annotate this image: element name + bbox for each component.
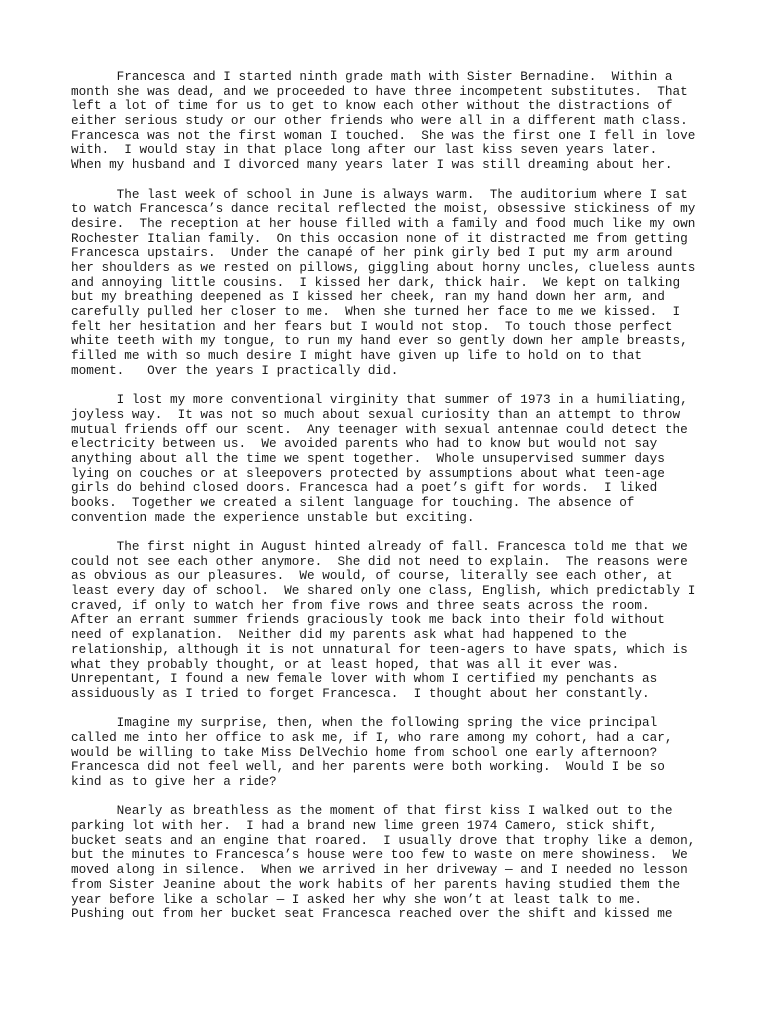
text-line: moved along in silence. When we arrived in her driveway — and I needed no lesson bbox=[71, 862, 688, 878]
text-line: felt her hesitation and her fears but I would not stop. To touch those perfect bbox=[71, 318, 673, 334]
text-line: anything about all the time we spent together. Whole unsupervised summer days bbox=[71, 450, 665, 466]
text-line: carefully pulled her closer to me. When she turned her face to me we kissed. I bbox=[71, 304, 681, 319]
text-line: Francesca and I started ninth grade math with Sister Bernadine. Within a bbox=[71, 69, 673, 84]
text-line: as obvious as our pleasures. We would, of course, literally see each other, at bbox=[71, 568, 673, 584]
text-line: her shoulders as we rested on pillows, giggling about horny uncles, clueless aunts bbox=[71, 259, 696, 275]
text-line: joyless way. It was not so much about sexual curiosity than an attempt to throw bbox=[71, 406, 681, 422]
text-line: need of explanation. Neither did my parents ask what had happened to the bbox=[71, 627, 627, 643]
text-line: Francesca was not the first woman I touched. She was the first one I fell in love bbox=[71, 127, 696, 143]
text-line: lying on couches or at sleepovers protected by assumptions about what teen-age bbox=[71, 465, 665, 481]
text-line: left a lot of time for us to get to know each other without the distractions of bbox=[71, 98, 673, 114]
text-line: year before like a scholar — I asked her why she won’t at least talk to me. bbox=[71, 891, 643, 907]
text-line: Francesca upstairs. Under the canapé of her pink girly bed I put my arm around bbox=[71, 245, 673, 261]
text-line: Rochester Italian family. On this occasion none of it distracted me from getting bbox=[71, 230, 688, 246]
text-line: Imagine my surprise, then, when the following spring the vice principal bbox=[71, 715, 658, 731]
text-line: desire. The reception at her house filled with a family and food much like my own bbox=[71, 215, 696, 231]
text-line: Nearly as breathless as the moment of that first kiss I walked out to the bbox=[71, 803, 673, 819]
text-line: Pushing out from her bucket seat Francesca reached over the shift and kissed me bbox=[71, 906, 673, 922]
text-line: Francesca did not feel well, and her parents were both working. Would I be so bbox=[71, 759, 665, 775]
text-line: would be willing to take Miss DelVechio home from school one early afternoon? bbox=[71, 744, 658, 760]
text-line: After an errant summer friends graciously took me back into their fold without bbox=[71, 612, 665, 628]
text-line: moment. Over the years I practically did. bbox=[71, 362, 399, 378]
text-line: to watch Francesca’s dance recital reflected the moist, obsessive stickiness of my bbox=[71, 201, 696, 217]
text-line: convention made the experience unstable but exciting. bbox=[71, 509, 475, 525]
text-line: called me into her office to ask me, if I, who rare among my cohort, had a car, bbox=[71, 729, 673, 745]
document-body bbox=[71, 70, 711, 937]
text-line: The last week of school in June is always warm. The auditorium where I sat bbox=[71, 186, 688, 202]
text-line: kind as to give her a ride? bbox=[71, 774, 277, 789]
paragraph bbox=[71, 188, 711, 379]
text-line: with. I would stay in that place long after our last kiss seven years later. bbox=[71, 142, 658, 158]
text-line: what they probably thought, or at least hoped, that was all it ever was. bbox=[71, 656, 620, 672]
text-line: When my husband and I divorced many years later I was still dreaming about her. bbox=[71, 157, 673, 173]
text-line: but the minutes to Francesca’s house were too few to waste on mere showiness. We bbox=[71, 847, 688, 863]
text-line: from Sister Jeanine about the work habits of her parents having studied them the bbox=[71, 876, 681, 892]
paragraph bbox=[71, 393, 711, 525]
text-line: could not see each other anymore. She did not need to explain. The reasons were bbox=[71, 553, 688, 569]
text-line: parking lot with her. I had a brand new lime green 1974 Camero, stick shift, bbox=[71, 818, 658, 834]
text-line: mutual friends off our scent. Any teenager with sexual antennae could detect the bbox=[71, 421, 688, 437]
text-line: electricity between us. We avoided parents who had to know but would not say bbox=[71, 436, 658, 452]
text-line: assiduously as I tried to forget Francesca. I thought about her constantly. bbox=[71, 685, 650, 701]
text-line: month she was dead, and we proceeded to have three incompetent substitutes. That bbox=[71, 83, 688, 99]
paragraph bbox=[71, 716, 711, 789]
text-line: craved, if only to watch her from five rows and three seats across the room. bbox=[71, 597, 650, 613]
text-line: bucket seats and an engine that roared. I usually drove that trophy like a demon, bbox=[71, 832, 696, 848]
text-line: filled me with so much desire I might have given up life to hold on to that bbox=[71, 348, 643, 364]
text-line: least every day of school. We shared only one class, English, which predictably I bbox=[71, 583, 696, 599]
text-line: relationship, although it is not unnatural for teen-agers to have spats, which is bbox=[71, 641, 688, 657]
text-line: white teeth with my tongue, to run my hand ever so gently down her ample breasts, bbox=[71, 333, 688, 349]
text-line: but my breathing deepened as I kissed her cheek, ran my hand down her arm, and bbox=[71, 289, 665, 305]
text-line: either serious study or our other friends who were all in a different math class. bbox=[71, 113, 688, 129]
text-line: The first night in August hinted already of fall. Francesca told me that we bbox=[71, 539, 688, 554]
text-line: I lost my more conventional virginity that summer of 1973 in a humiliating, bbox=[71, 392, 688, 408]
text-line: Unrepentant, I found a new female lover with whom I certified my penchants as bbox=[71, 671, 658, 687]
text-line: and annoying little cousins. I kissed her dark, thick hair. We kept on talking bbox=[71, 274, 681, 290]
paragraph bbox=[71, 804, 711, 922]
text-line: girls do behind closed doors. Francesca had a poet’s gift for words. I liked bbox=[71, 480, 658, 496]
paragraph bbox=[71, 540, 711, 702]
text-line: books. Together we created a silent language for touching. The absence of bbox=[71, 494, 635, 510]
paragraph bbox=[71, 70, 711, 173]
